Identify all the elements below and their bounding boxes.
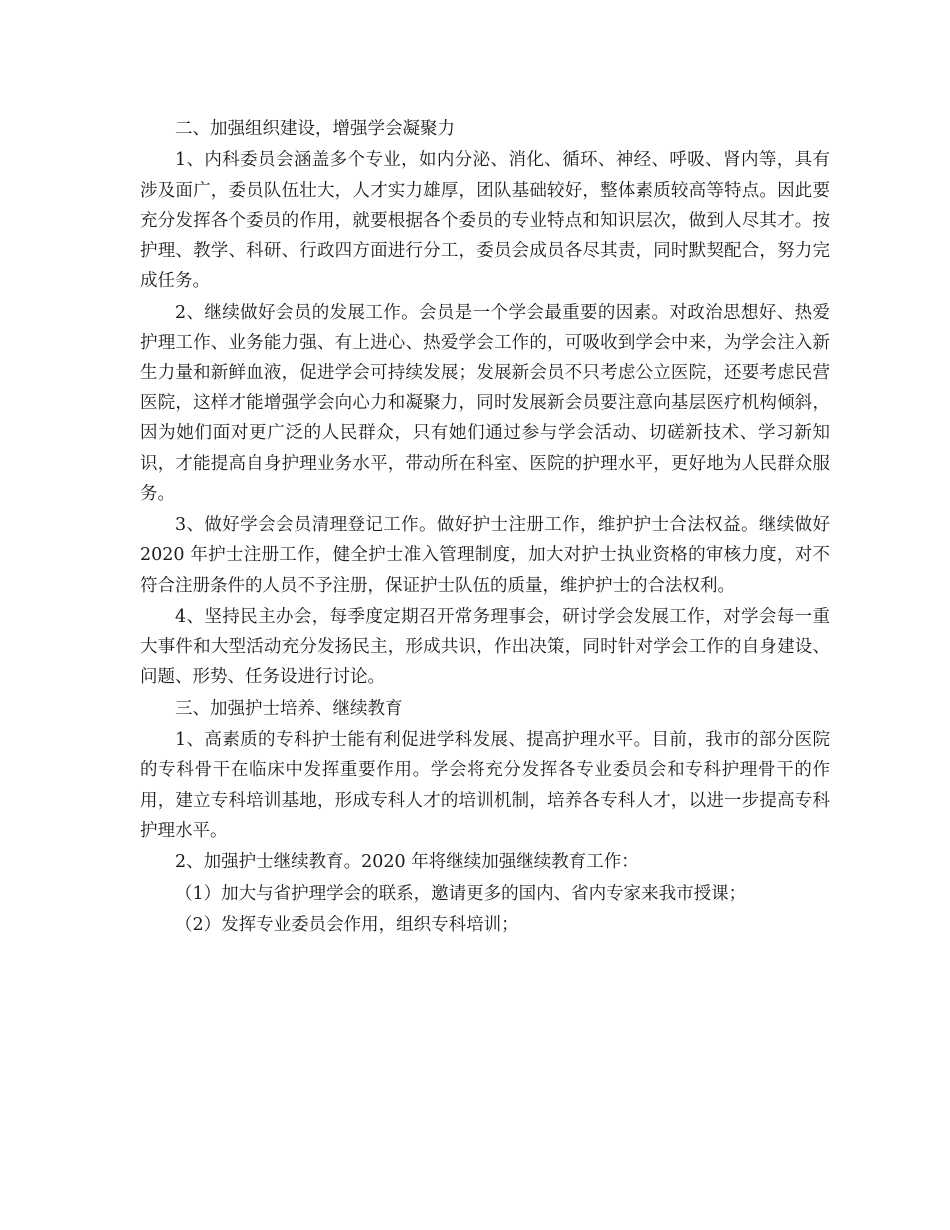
section-heading-3: 三、加强护士培养、继续教育 — [175, 698, 403, 719]
paragraph-member-registration: 3、做好学会会员清理登记工作。做好护士注册工作，维护护士合法权益。继续做好 2020 年护士注册工作，健全护士准入管理制度，加大对护士执业资格的审核力度，对不符合注册条件的人员不予注册，保证护士队伍的质量，维护护士的合法权利。 — [140, 515, 830, 596]
paragraph-democratic-management: 4、坚持民主办会，每季度定期召开常务理事会，研讨学会发展工作，对学会每一重大事件和大型活动充分发扬民主，形成共识，作出决策，同时针对学会工作的自身建设、问题、形势、任务设进行讨论。 — [140, 607, 830, 688]
document-body — [140, 114, 830, 941]
list-item-provincial-liaison: （1）加大与省护理学会的联系，邀请更多的国内、省内专家来我市授课； — [175, 883, 747, 904]
paragraph-specialist-nurses: 1、高素质的专科护士能有利促进学科发展、提高护理水平。目前，我市的部分医院的专科骨干在临床中发挥重要作用。学会将充分发挥各专业委员会和专科护理骨干的作用，建立专科培训基地，形成专科人才的培训机制，培养各专科人才，以进一步提高专科护理水平。 — [140, 730, 830, 841]
paragraph-committee-specialties: 1、内科委员会涵盖多个专业，如内分泌、消化、循环、神经、呼吸、肾内等，具有涉及面广，委员队伍壮大，人才实力雄厚，团队基础较好，整体素质较高等特点。因此要充分发挥各个委员的作用，就要根据各个委员的专业特点和知识层次，做到人尽其才。按护理、教学、科研、行政四方面进行分工，委员会成员各尽其责，同时默契配合，努力完成任务。 — [140, 150, 830, 292]
paragraph-member-development: 2、继续做好会员的发展工作。会员是一个学会最重要的因素。对政治思想好、热爱护理工作、业务能力强、有上进心、热爱学会工作的，可吸收到学会中来，为学会注入新生力量和新鲜血液，促进学会可持续发展；发展新会员不只考虑公立医院，还要考虑民营医院，这样才能增强学会向心力和凝聚力，同时发展新会员要注意向基层医疗机构倾斜，因为她们面对更广泛的人民群众，只有她们通过参与学会活动、切磋新技术、学习新知识，才能提高自身护理业务水平，带动所在科室、医院的护理水平，更好地为人民群众服务。 — [140, 302, 830, 504]
section-heading-2: 二、加强组织建设，增强学会凝聚力 — [175, 119, 455, 139]
list-item-specialty-training: （2）发挥专业委员会作用，组织专科培训； — [175, 914, 519, 935]
paragraph-continuing-education: 2、加强护士继续教育。2020 年将继续加强继续教育工作： — [175, 852, 639, 873]
